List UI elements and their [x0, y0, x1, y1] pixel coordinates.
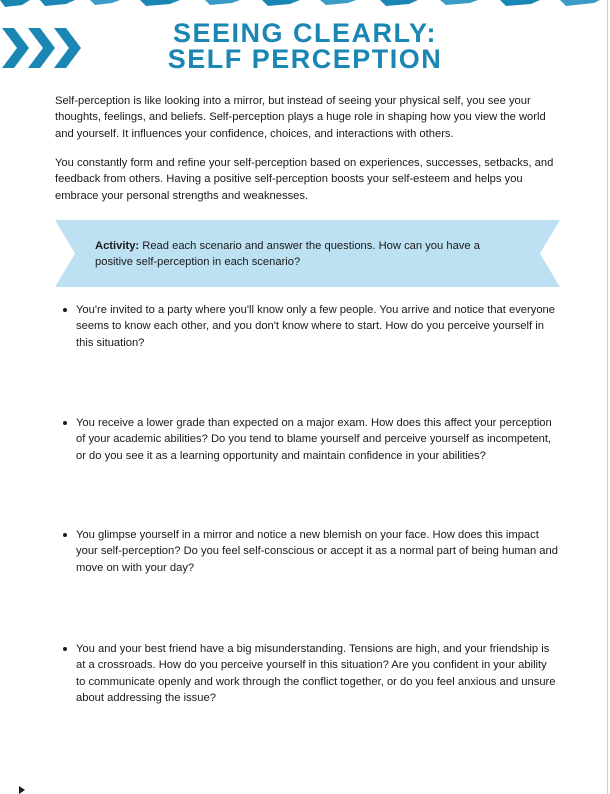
- activity-text: Read each scenario and answer the questions. How can you have a positive self-perception in each scenario?: [95, 240, 480, 269]
- scenario-text: You and your best friend have a big misunderstanding. Tensions are high, and your friendship is at a crossroads. How do you perceive yourself in this situation? Are you confident in your ability to communicate openly and work through the conflict together, or do you feel anxious and unsure about addressing the issue?: [76, 643, 556, 704]
- activity-label: Activity:: [95, 240, 140, 252]
- activity-instructions: [95, 238, 520, 271]
- top-brush-strokes: [0, 0, 610, 12]
- bullet-dot-icon: [63, 533, 67, 537]
- bullet-dot-icon: [63, 421, 67, 425]
- activity-banner: [55, 220, 560, 287]
- scenario-text: You receive a lower grade than expected on a major exam. How does this affect your perception of your academic abilities? Do you tend to blame yourself and perceive yourself as incompetent, or do you see it as a learning opportunity and maintain confidence in your abilities?: [76, 417, 552, 462]
- page-title-line-1: SEEING CLEARLY:: [172, 18, 438, 48]
- corner-arrow-icon: [19, 786, 25, 794]
- list-item: [58, 527, 558, 576]
- page-title-line-2: SELF PERCEPTION: [167, 44, 443, 74]
- intro-paragraph-1: Self-perception is like looking into a mirror, but instead of seeing your physical self, you see your thoughts, feelings, and beliefs. Self-perception plays a huge role in shaping how you view the world and yourself. It influences your confidence, choices, and interactions with others.: [55, 95, 546, 140]
- bullet-dot-icon: [63, 308, 67, 312]
- scenario-text: You glimpse yourself in a mirror and notice a new blemish on your face. How does this impact your self-perception? Do you feel self-conscious or accept it as a normal part of being human and move on with your day?: [76, 529, 558, 574]
- page-edge-rule: [607, 0, 608, 794]
- bullet-dot-icon: [63, 647, 67, 651]
- list-item: [58, 641, 558, 706]
- triple-chevron-right-icon: [2, 26, 84, 70]
- list-item: [58, 302, 558, 351]
- intro-paragraph-2: You constantly form and refine your self-perception based on experiences, successes, setbacks, and feedback from others. Having a positive self-perception boosts your self-esteem and helps you embrace your personal strengths and weaknesses.: [55, 157, 554, 202]
- page-title: [120, 20, 490, 72]
- scenario-text: You're invited to a party where you'll know only a few people. You arrive and notice that everyone seems to know each other, and you don't know where to start. How do you perceive yourself in this situation?: [76, 304, 556, 349]
- list-item: [58, 415, 558, 464]
